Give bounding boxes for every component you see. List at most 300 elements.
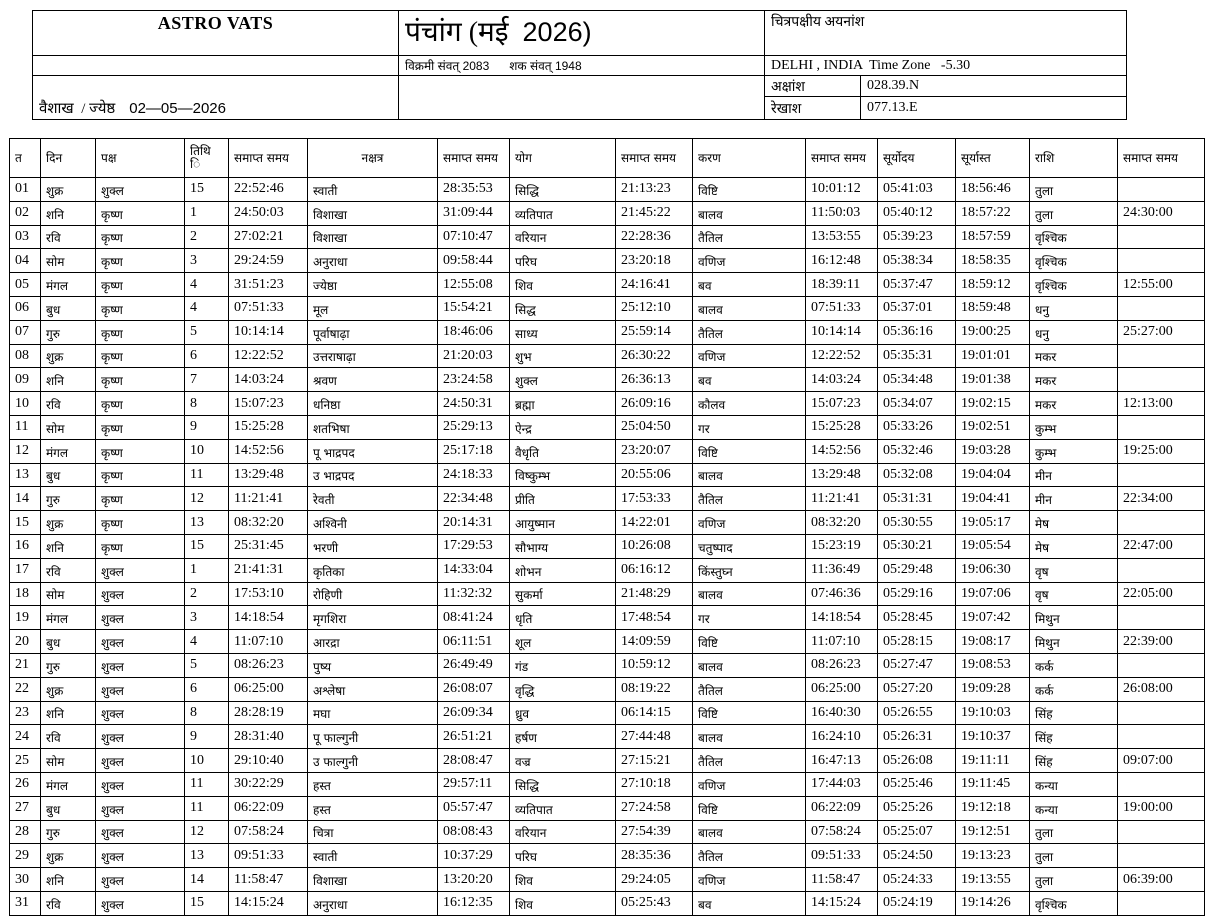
table-row bbox=[10, 820, 1205, 844]
cell-rashi: मीन bbox=[1030, 487, 1118, 511]
cell-rashi: मकर bbox=[1030, 392, 1118, 416]
cell-tithi: 14 bbox=[185, 868, 229, 892]
cell-tithi-end: 08:26:23 bbox=[229, 653, 308, 677]
cell-day: रवि bbox=[41, 558, 96, 582]
cell-nakshatra: कृतिका bbox=[308, 558, 438, 582]
cell-sunrise: 05:32:08 bbox=[878, 463, 956, 487]
cell-day: सोम bbox=[41, 749, 96, 773]
cell-rashi-end bbox=[1118, 606, 1205, 630]
cell-nakshatra-end: 16:12:35 bbox=[438, 891, 510, 915]
cell-karana-end: 16:47:13 bbox=[806, 749, 878, 773]
cell-nakshatra: रेवती bbox=[308, 487, 438, 511]
cell-yoga: वैधृति bbox=[510, 439, 616, 463]
cell-yoga: वृद्धि bbox=[510, 677, 616, 701]
cell-nakshatra: अश्विनी bbox=[308, 511, 438, 535]
cell-tithi-end: 10:14:14 bbox=[229, 320, 308, 344]
cell-rashi: धनु bbox=[1030, 320, 1118, 344]
cell-karana: तैतिल bbox=[693, 749, 806, 773]
cell-date: 12 bbox=[10, 439, 41, 463]
cell-rashi-end bbox=[1118, 891, 1205, 915]
cell-karana: गर bbox=[693, 415, 806, 439]
cell-karana-end: 11:58:47 bbox=[806, 868, 878, 892]
col-header-nakshatra-end: समाप्त समय bbox=[438, 139, 510, 178]
cell-tithi-end: 14:52:56 bbox=[229, 439, 308, 463]
table-body bbox=[10, 178, 1205, 916]
cell-karana-end: 07:46:36 bbox=[806, 582, 878, 606]
cell-tithi: 12 bbox=[185, 487, 229, 511]
cell-karana: बव bbox=[693, 368, 806, 392]
cell-tithi: 8 bbox=[185, 701, 229, 725]
header-panel bbox=[32, 10, 1127, 120]
cell-yoga: शिव bbox=[510, 891, 616, 915]
cell-nakshatra-end: 24:18:33 bbox=[438, 463, 510, 487]
cell-rashi-end: 09:07:00 bbox=[1118, 749, 1205, 773]
cell-karana-end: 16:40:30 bbox=[806, 701, 878, 725]
cell-paksha: कृष्ण bbox=[96, 534, 185, 558]
cell-yoga-end: 08:19:22 bbox=[616, 677, 693, 701]
cell-tithi: 13 bbox=[185, 511, 229, 535]
cell-nakshatra: स्वाती bbox=[308, 844, 438, 868]
cell-nakshatra-end: 26:51:21 bbox=[438, 725, 510, 749]
cell-sunset: 19:00:25 bbox=[956, 320, 1030, 344]
ayanamsha-label: चित्रपक्षीय अयनांश bbox=[765, 11, 1127, 56]
cell-paksha: कृष्ण bbox=[96, 463, 185, 487]
cell-day: गुरु bbox=[41, 820, 96, 844]
cell-rashi-end bbox=[1118, 415, 1205, 439]
cell-yoga: ध्रुव bbox=[510, 701, 616, 725]
cell-tithi: 8 bbox=[185, 392, 229, 416]
cell-rashi: तुला bbox=[1030, 820, 1118, 844]
cell-sunrise: 05:31:31 bbox=[878, 487, 956, 511]
title-hindi: पंचांग (मई bbox=[405, 17, 509, 48]
cell-tithi-end: 06:25:00 bbox=[229, 677, 308, 701]
cell-tithi-end: 15:07:23 bbox=[229, 392, 308, 416]
cell-nakshatra: अश्लेषा bbox=[308, 677, 438, 701]
cell-sunset: 19:11:11 bbox=[956, 749, 1030, 773]
cell-nakshatra-end: 05:57:47 bbox=[438, 796, 510, 820]
cell-tithi-end: 17:53:10 bbox=[229, 582, 308, 606]
cell-yoga: आयुष्मान bbox=[510, 511, 616, 535]
cell-sunset: 19:04:04 bbox=[956, 463, 1030, 487]
cell-day: बुध bbox=[41, 630, 96, 654]
cell-rashi-end: 24:30:00 bbox=[1118, 201, 1205, 225]
cell-karana-end: 18:39:11 bbox=[806, 273, 878, 297]
cell-nakshatra: रोहिणी bbox=[308, 582, 438, 606]
cell-yoga: गंड bbox=[510, 653, 616, 677]
cell-date: 30 bbox=[10, 868, 41, 892]
cell-karana-end: 06:22:09 bbox=[806, 796, 878, 820]
header-blank-cell bbox=[33, 56, 399, 76]
cell-nakshatra-end: 13:20:20 bbox=[438, 868, 510, 892]
cell-karana: बालव bbox=[693, 725, 806, 749]
cell-sunrise: 05:25:26 bbox=[878, 796, 956, 820]
cell-nakshatra: भरणी bbox=[308, 534, 438, 558]
cell-sunrise: 05:28:15 bbox=[878, 630, 956, 654]
cell-karana: तैतिल bbox=[693, 844, 806, 868]
cell-sunrise: 05:40:12 bbox=[878, 201, 956, 225]
cell-yoga: सिद्ध bbox=[510, 296, 616, 320]
cell-day: शनि bbox=[41, 368, 96, 392]
cell-karana-end: 08:26:23 bbox=[806, 653, 878, 677]
cell-day: बुध bbox=[41, 296, 96, 320]
cell-rashi: धनु bbox=[1030, 296, 1118, 320]
cell-rashi: वृश्चिक bbox=[1030, 891, 1118, 915]
cell-nakshatra: अनुराधा bbox=[308, 891, 438, 915]
cell-paksha: शुक्ल bbox=[96, 178, 185, 202]
cell-day: शनि bbox=[41, 534, 96, 558]
cell-day: सोम bbox=[41, 582, 96, 606]
col-header-day: दिन bbox=[41, 139, 96, 178]
cell-karana-end: 14:15:24 bbox=[806, 891, 878, 915]
cell-nakshatra-end: 21:20:03 bbox=[438, 344, 510, 368]
cell-date: 22 bbox=[10, 677, 41, 701]
cell-sunrise: 05:28:45 bbox=[878, 606, 956, 630]
samvat-line: विक्रमी संवत् 2083 शक संवत् 1948 bbox=[399, 56, 765, 76]
cell-tithi-end: 11:21:41 bbox=[229, 487, 308, 511]
cell-rashi: मकर bbox=[1030, 368, 1118, 392]
cell-tithi-end: 08:32:20 bbox=[229, 511, 308, 535]
cell-karana: बव bbox=[693, 273, 806, 297]
cell-yoga-end: 23:20:18 bbox=[616, 249, 693, 273]
cell-yoga: व्यतिपात bbox=[510, 201, 616, 225]
cell-paksha: शुक्ल bbox=[96, 796, 185, 820]
cell-yoga-end: 14:09:59 bbox=[616, 630, 693, 654]
cell-paksha: शुक्ल bbox=[96, 868, 185, 892]
table-row bbox=[10, 463, 1205, 487]
cell-nakshatra-end: 17:29:53 bbox=[438, 534, 510, 558]
latitude-value: 028.39.N bbox=[861, 76, 1127, 97]
cell-yoga-end: 22:28:36 bbox=[616, 225, 693, 249]
cell-yoga: शिव bbox=[510, 273, 616, 297]
cell-rashi-end: 22:05:00 bbox=[1118, 582, 1205, 606]
cell-yoga: साध्य bbox=[510, 320, 616, 344]
col-header-tithi bbox=[185, 139, 229, 178]
cell-sunset: 19:13:55 bbox=[956, 868, 1030, 892]
cell-yoga-end: 28:35:36 bbox=[616, 844, 693, 868]
cell-yoga-end: 25:59:14 bbox=[616, 320, 693, 344]
cell-rashi-end bbox=[1118, 772, 1205, 796]
cell-karana: तैतिल bbox=[693, 225, 806, 249]
cell-karana: बालव bbox=[693, 653, 806, 677]
cell-sunset: 19:04:41 bbox=[956, 487, 1030, 511]
table-row bbox=[10, 178, 1205, 202]
cell-date: 01 bbox=[10, 178, 41, 202]
cell-nakshatra-end: 06:11:51 bbox=[438, 630, 510, 654]
cell-paksha: कृष्ण bbox=[96, 344, 185, 368]
cell-yoga: वरियान bbox=[510, 225, 616, 249]
cell-sunset: 18:59:12 bbox=[956, 273, 1030, 297]
cell-paksha: कृष्ण bbox=[96, 368, 185, 392]
cell-karana: बालव bbox=[693, 582, 806, 606]
cell-sunset: 18:56:46 bbox=[956, 178, 1030, 202]
cell-rashi: कन्या bbox=[1030, 796, 1118, 820]
cell-karana-end: 08:32:20 bbox=[806, 511, 878, 535]
cell-paksha: शुक्ल bbox=[96, 653, 185, 677]
cell-nakshatra: मघा bbox=[308, 701, 438, 725]
cell-paksha: शुक्ल bbox=[96, 772, 185, 796]
table-row bbox=[10, 606, 1205, 630]
cell-karana: वणिज bbox=[693, 249, 806, 273]
cell-tithi-end: 27:02:21 bbox=[229, 225, 308, 249]
cell-sunset: 19:11:45 bbox=[956, 772, 1030, 796]
cell-nakshatra-end: 31:09:44 bbox=[438, 201, 510, 225]
col-header-karana-end: समाप्त समय bbox=[806, 139, 878, 178]
col-header-karana: करण bbox=[693, 139, 806, 178]
cell-date: 13 bbox=[10, 463, 41, 487]
longitude-label: रेखाश bbox=[765, 97, 861, 120]
cell-day: मंगल bbox=[41, 273, 96, 297]
cell-tithi: 1 bbox=[185, 558, 229, 582]
cell-yoga-end: 20:55:06 bbox=[616, 463, 693, 487]
cell-sunrise: 05:34:07 bbox=[878, 392, 956, 416]
col-header-tithi-end: समाप्त समय bbox=[229, 139, 308, 178]
cell-day: बुध bbox=[41, 796, 96, 820]
cell-karana: तैतिल bbox=[693, 677, 806, 701]
cell-sunset: 19:08:17 bbox=[956, 630, 1030, 654]
cell-paksha: कृष्ण bbox=[96, 320, 185, 344]
cell-sunrise: 05:24:33 bbox=[878, 868, 956, 892]
cell-yoga-end: 10:59:12 bbox=[616, 653, 693, 677]
cell-tithi-end: 11:58:47 bbox=[229, 868, 308, 892]
cell-nakshatra-end: 28:08:47 bbox=[438, 749, 510, 773]
cell-sunrise: 05:37:01 bbox=[878, 296, 956, 320]
cell-paksha: कृष्ण bbox=[96, 296, 185, 320]
cell-nakshatra-end: 09:58:44 bbox=[438, 249, 510, 273]
cell-rashi-end bbox=[1118, 725, 1205, 749]
cell-sunrise: 05:29:48 bbox=[878, 558, 956, 582]
cell-nakshatra: पुष्य bbox=[308, 653, 438, 677]
cell-karana-end: 09:51:33 bbox=[806, 844, 878, 868]
cell-date: 25 bbox=[10, 749, 41, 773]
cell-yoga-end: 21:45:22 bbox=[616, 201, 693, 225]
cell-tithi-end: 11:07:10 bbox=[229, 630, 308, 654]
cell-nakshatra: पूर्वाषाढ़ा bbox=[308, 320, 438, 344]
cell-date: 06 bbox=[10, 296, 41, 320]
cell-nakshatra-end: 26:49:49 bbox=[438, 653, 510, 677]
cell-nakshatra-end: 25:17:18 bbox=[438, 439, 510, 463]
cell-tithi: 3 bbox=[185, 606, 229, 630]
cell-rashi: तुला bbox=[1030, 868, 1118, 892]
cell-sunset: 19:05:17 bbox=[956, 511, 1030, 535]
col-header-nakshatra: नक्षत्र bbox=[308, 139, 438, 178]
cell-yoga-end: 23:20:07 bbox=[616, 439, 693, 463]
table-row bbox=[10, 392, 1205, 416]
cell-yoga-end: 10:26:08 bbox=[616, 534, 693, 558]
cell-day: बुध bbox=[41, 463, 96, 487]
cell-tithi: 4 bbox=[185, 296, 229, 320]
cell-karana-end: 15:07:23 bbox=[806, 392, 878, 416]
cell-nakshatra: उ भाद्रपद bbox=[308, 463, 438, 487]
cell-day: गुरु bbox=[41, 487, 96, 511]
cell-rashi-end: 26:08:00 bbox=[1118, 677, 1205, 701]
cell-sunrise: 05:35:31 bbox=[878, 344, 956, 368]
cell-tithi-end: 14:15:24 bbox=[229, 891, 308, 915]
cell-yoga-end: 24:16:41 bbox=[616, 273, 693, 297]
cell-date: 15 bbox=[10, 511, 41, 535]
cell-yoga-end: 26:30:22 bbox=[616, 344, 693, 368]
cell-sunset: 18:57:59 bbox=[956, 225, 1030, 249]
cell-yoga-end: 29:24:05 bbox=[616, 868, 693, 892]
cell-karana-end: 15:25:28 bbox=[806, 415, 878, 439]
panchang-title bbox=[399, 11, 765, 56]
cell-sunset: 19:02:15 bbox=[956, 392, 1030, 416]
cell-rashi: सिंह bbox=[1030, 701, 1118, 725]
cell-sunrise: 05:30:21 bbox=[878, 534, 956, 558]
cell-karana-end: 07:58:24 bbox=[806, 820, 878, 844]
cell-tithi: 6 bbox=[185, 344, 229, 368]
cell-tithi: 15 bbox=[185, 534, 229, 558]
cell-rashi-end: 19:00:00 bbox=[1118, 796, 1205, 820]
cell-paksha: शुक्ल bbox=[96, 844, 185, 868]
cell-sunrise: 05:37:47 bbox=[878, 273, 956, 297]
cell-date: 10 bbox=[10, 392, 41, 416]
cell-day: मंगल bbox=[41, 439, 96, 463]
cell-nakshatra: आरद्रा bbox=[308, 630, 438, 654]
cell-karana: विष्टि bbox=[693, 630, 806, 654]
cell-yoga: ब्रह्मा bbox=[510, 392, 616, 416]
cell-yoga-end: 05:25:43 bbox=[616, 891, 693, 915]
cell-yoga-end: 25:04:50 bbox=[616, 415, 693, 439]
cell-karana: तैतिल bbox=[693, 320, 806, 344]
cell-rashi-end: 22:39:00 bbox=[1118, 630, 1205, 654]
brand-title: ASTRO VATS bbox=[33, 11, 399, 56]
cell-karana: बालव bbox=[693, 463, 806, 487]
cell-sunrise: 05:24:19 bbox=[878, 891, 956, 915]
cell-paksha: कृष्ण bbox=[96, 225, 185, 249]
cell-tithi-end: 22:52:46 bbox=[229, 178, 308, 202]
cell-date: 31 bbox=[10, 891, 41, 915]
cell-rashi-end bbox=[1118, 296, 1205, 320]
cell-sunrise: 05:41:03 bbox=[878, 178, 956, 202]
cell-rashi-end: 22:47:00 bbox=[1118, 534, 1205, 558]
cell-tithi-end: 09:51:33 bbox=[229, 844, 308, 868]
cell-rashi-end bbox=[1118, 558, 1205, 582]
cell-rashi-end bbox=[1118, 511, 1205, 535]
cell-tithi: 11 bbox=[185, 463, 229, 487]
cell-yoga-end: 26:36:13 bbox=[616, 368, 693, 392]
cell-paksha: शुक्ल bbox=[96, 891, 185, 915]
cell-sunrise: 05:27:20 bbox=[878, 677, 956, 701]
cell-day: सोम bbox=[41, 249, 96, 273]
cell-tithi: 13 bbox=[185, 844, 229, 868]
cell-yoga: शुक्ल bbox=[510, 368, 616, 392]
cell-sunset: 19:07:42 bbox=[956, 606, 1030, 630]
cell-rashi-end bbox=[1118, 653, 1205, 677]
cell-yoga-end: 17:53:33 bbox=[616, 487, 693, 511]
cell-nakshatra-end: 15:54:21 bbox=[438, 296, 510, 320]
cell-paksha: शुक्ल bbox=[96, 582, 185, 606]
cell-date: 24 bbox=[10, 725, 41, 749]
cell-sunrise: 05:38:34 bbox=[878, 249, 956, 273]
cell-rashi-end: 19:25:00 bbox=[1118, 439, 1205, 463]
cell-yoga-end: 06:14:15 bbox=[616, 701, 693, 725]
cell-nakshatra: विशाखा bbox=[308, 868, 438, 892]
cell-tithi: 2 bbox=[185, 582, 229, 606]
cell-nakshatra-end: 24:50:31 bbox=[438, 392, 510, 416]
cell-karana: विष्टि bbox=[693, 439, 806, 463]
cell-date: 27 bbox=[10, 796, 41, 820]
cell-tithi: 3 bbox=[185, 249, 229, 273]
cell-yoga: परिघ bbox=[510, 249, 616, 273]
cell-tithi-end: 07:51:33 bbox=[229, 296, 308, 320]
cell-paksha: शुक्ल bbox=[96, 749, 185, 773]
col-header-paksha: पक्ष bbox=[96, 139, 185, 178]
cell-nakshatra-end: 08:08:43 bbox=[438, 820, 510, 844]
cell-karana: विष्टि bbox=[693, 796, 806, 820]
cell-karana-end: 13:29:48 bbox=[806, 463, 878, 487]
cell-nakshatra: हस्त bbox=[308, 796, 438, 820]
table-row bbox=[10, 487, 1205, 511]
cell-tithi: 7 bbox=[185, 368, 229, 392]
cell-yoga-end: 21:48:29 bbox=[616, 582, 693, 606]
cell-rashi: वृष bbox=[1030, 558, 1118, 582]
cell-paksha: शुक्ल bbox=[96, 606, 185, 630]
cell-date: 29 bbox=[10, 844, 41, 868]
cell-date: 07 bbox=[10, 320, 41, 344]
cell-paksha: शुक्ल bbox=[96, 820, 185, 844]
cell-nakshatra-end: 08:41:24 bbox=[438, 606, 510, 630]
cell-rashi: तुला bbox=[1030, 844, 1118, 868]
cell-sunrise: 05:39:23 bbox=[878, 225, 956, 249]
cell-tithi-end: 29:24:59 bbox=[229, 249, 308, 273]
cell-yoga: सुकर्मा bbox=[510, 582, 616, 606]
cell-karana-end: 11:36:49 bbox=[806, 558, 878, 582]
cell-yoga: सिद्धि bbox=[510, 772, 616, 796]
cell-date: 17 bbox=[10, 558, 41, 582]
cell-tithi: 4 bbox=[185, 273, 229, 297]
cell-paksha: कृष्ण bbox=[96, 392, 185, 416]
cell-tithi-end: 13:29:48 bbox=[229, 463, 308, 487]
cell-yoga-end: 27:54:39 bbox=[616, 820, 693, 844]
cell-paksha: कृष्ण bbox=[96, 273, 185, 297]
table-row bbox=[10, 844, 1205, 868]
cell-rashi: मिथुन bbox=[1030, 606, 1118, 630]
table-row bbox=[10, 868, 1205, 892]
cell-karana: किंस्तुघ्न bbox=[693, 558, 806, 582]
cell-date: 19 bbox=[10, 606, 41, 630]
cell-paksha: शुक्ल bbox=[96, 677, 185, 701]
cell-karana-end: 07:51:33 bbox=[806, 296, 878, 320]
cell-paksha: कृष्ण bbox=[96, 249, 185, 273]
cell-sunset: 18:58:35 bbox=[956, 249, 1030, 273]
cell-rashi: वृष bbox=[1030, 582, 1118, 606]
cell-tithi: 2 bbox=[185, 225, 229, 249]
cell-tithi-end: 07:58:24 bbox=[229, 820, 308, 844]
cell-yoga: वरियान bbox=[510, 820, 616, 844]
table-row bbox=[10, 796, 1205, 820]
cell-yoga: शूल bbox=[510, 630, 616, 654]
cell-paksha: शुक्ल bbox=[96, 725, 185, 749]
cell-sunset: 19:12:18 bbox=[956, 796, 1030, 820]
col-header-rashi: राशि bbox=[1030, 139, 1118, 178]
cell-tithi-end: 25:31:45 bbox=[229, 534, 308, 558]
cell-yoga: शोभन bbox=[510, 558, 616, 582]
panchang-table bbox=[9, 138, 1205, 916]
cell-nakshatra-end: 07:10:47 bbox=[438, 225, 510, 249]
cell-tithi-end: 30:22:29 bbox=[229, 772, 308, 796]
cell-paksha: शुक्ल bbox=[96, 558, 185, 582]
cell-karana: कौलव bbox=[693, 392, 806, 416]
cell-sunset: 19:02:51 bbox=[956, 415, 1030, 439]
cell-date: 20 bbox=[10, 630, 41, 654]
cell-sunset: 19:09:28 bbox=[956, 677, 1030, 701]
cell-rashi: कर्क bbox=[1030, 653, 1118, 677]
col-header-rashi-end: समाप्त समय bbox=[1118, 139, 1205, 178]
cell-nakshatra: मृगशिरा bbox=[308, 606, 438, 630]
cell-tithi-end: 31:51:23 bbox=[229, 273, 308, 297]
table-row bbox=[10, 368, 1205, 392]
cell-nakshatra: पू भाद्रपद bbox=[308, 439, 438, 463]
